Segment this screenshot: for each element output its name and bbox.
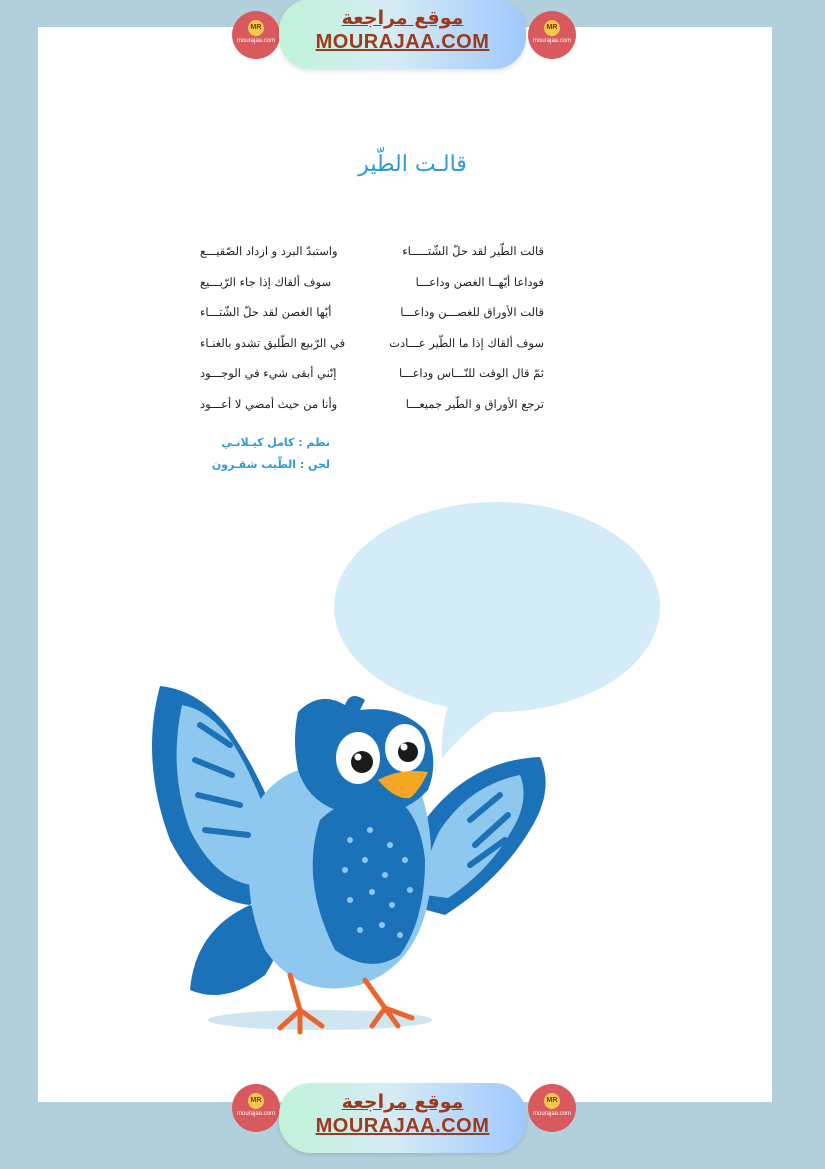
poem-title: قالـت الطّير [358,152,467,177]
logo-text: mourajaa.com [236,1111,275,1117]
logo-mark: MR [544,1093,560,1109]
logo-text: mourajaa.com [236,38,275,44]
logo-badge-right-bottom [528,1084,576,1132]
verse-first-half: قالت الطّير لقد حلّ الشّتـــــاء [402,244,544,259]
logo-mark: MR [544,20,560,36]
site-domain: MOURAJAA.COM [315,1115,490,1137]
verse-first-half: ترجع الأوراق و الطّير جميعـــا [405,396,544,411]
verse-first-half: سوف ألقاك إذا ما الطّير عـــادت [389,335,544,350]
verse-first-half: ثمّ قال الوقت للنّـــاس وداعـــا [398,366,544,381]
verse-second-half: واستبدّ البرد و ازداد الصّقيـــع [200,244,338,259]
verse-first-half: قالت الأوراق للغصـــن وداعـــا [400,305,544,320]
logo-mark: MR [248,20,264,36]
verse-second-half: سوف ألقاك إذا جاء الرّبـــيع [200,274,332,289]
verse-second-half: في الرّبيع الطّليق تشدو بالغنـاء [200,335,346,350]
logo-mark: MR [248,1093,264,1109]
poet-credit: نظم : كامل كيـلانـي [221,436,330,449]
watermark-banner-bottom[interactable] [279,1083,526,1153]
site-name-arabic: موقع مراجعة [341,1091,464,1113]
logo-text: mourajaa.com [532,38,571,44]
site-domain: MOURAJAA.COM [315,31,490,53]
logo-text: mourajaa.com [532,1111,571,1117]
verse-second-half: أيّها الغصن لقد حلّ الشّتـــاء [200,305,332,320]
verse-second-half: إنّني أبقى شيء في الوجـــود [200,366,337,381]
logo-badge-left-bottom [232,1084,280,1132]
verse-second-half: وأنا من حيث أمضي لا أعـــود [200,396,338,411]
composer-credit: لحن : الطّيب شقـرون [211,458,330,471]
verse-first-half: فوداعا أيّهــا الغصن وداعـــا [415,274,544,289]
bird-head [295,696,433,816]
site-name-arabic: موقع مراجعة [341,7,464,29]
